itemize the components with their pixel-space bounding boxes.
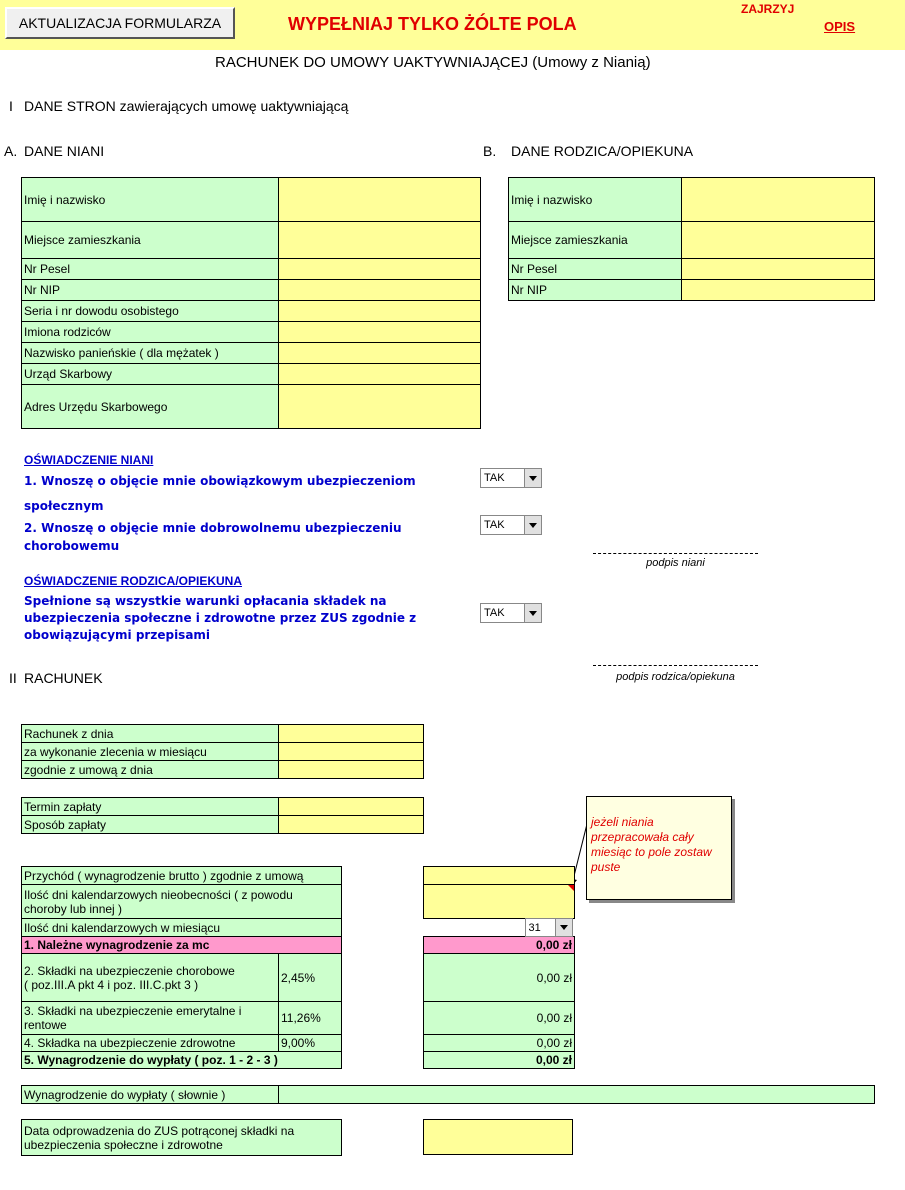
part-b-heading: DANE RODZICA/OPIEKUNA (511, 143, 694, 159)
nanny-input[interactable] (279, 343, 481, 364)
select-value: TAK (484, 607, 505, 619)
pension-rate: 11,26% (279, 1002, 342, 1035)
comment-marker-icon (568, 885, 574, 891)
zus-date-input[interactable] (423, 1119, 573, 1155)
nanny-input[interactable] (279, 301, 481, 322)
invoice-table (21, 724, 424, 779)
days-label: Ilość dni kalendarzowych w miesiącu (22, 919, 342, 937)
payment-label: Sposób zapłaty (22, 816, 279, 834)
look-label: ZAJRZYJ (741, 2, 795, 16)
parent-label: Imię i nazwisko (509, 178, 682, 222)
nanny-input[interactable] (279, 178, 481, 222)
gap-cell (342, 867, 424, 885)
gap-cell (342, 885, 424, 919)
nanny-label: Imiona rodziców (22, 322, 279, 343)
invoice-label: zgodnie z umową z dnia (22, 761, 279, 779)
nanny-declaration-item2-cont: chorobowemu (24, 539, 120, 553)
due-salary-value: 0,00 zł (424, 937, 575, 954)
nanny-label: Nr Pesel (22, 259, 279, 280)
income-input[interactable] (424, 867, 575, 885)
parent-conditions-select[interactable] (480, 603, 542, 623)
pension-contribution-value: 0,00 zł (424, 1002, 575, 1035)
zus-date-label (22, 1120, 342, 1156)
nanny-input[interactable] (279, 280, 481, 301)
chevron-down-icon[interactable] (555, 919, 572, 936)
gap-cell (342, 937, 424, 954)
section1-heading: DANE STRON zawierających umowę uaktywniającą (24, 98, 349, 114)
sickness-label-line2: ( poz.III.A pkt 4 i poz. III.C.pkt 3 ) (24, 977, 199, 992)
invoice-input[interactable] (279, 743, 424, 761)
payment-table (21, 797, 424, 834)
pension-label-line2: rentowe (24, 1018, 67, 1032)
income-label: Przychód ( wynagrodzenie brutto ) zgodnie z umową (22, 867, 342, 885)
nanny-declaration-heading: OŚWIADCZENIE NIANI (24, 453, 154, 467)
nanny-signature-line (593, 553, 758, 554)
chevron-down-icon[interactable] (524, 604, 541, 622)
net-salary-value: 0,00 zł (424, 1052, 575, 1069)
invoice-label: za wykonanie zlecenia w miesiącu (22, 743, 279, 761)
parent-declaration-line3: obowiązującymi przepisami (24, 628, 211, 642)
invoice-label: Rachunek z dnia (22, 725, 279, 743)
parent-input[interactable] (682, 259, 875, 280)
section2-heading: RACHUNEK (24, 670, 103, 686)
nanny-input[interactable] (279, 222, 481, 259)
parent-declaration-heading: OŚWIADCZENIE RODZICA/OPIEKUNA (24, 574, 243, 588)
gap-cell (342, 1052, 424, 1069)
absence-label-line1: Ilość dni kalendarzowych nieobecności ( z powodu (24, 887, 293, 902)
section2-number: II (9, 670, 17, 686)
nanny-declaration-item2: 2. Wnoszę o objęcie mnie dobrowolnemu ubezpieczeniu (24, 521, 402, 535)
hint-comment: jeżeli niania przepracowała cały miesiąc to pole zostaw puste (586, 796, 732, 900)
zus-date-table (21, 1119, 342, 1156)
calculation-table (21, 866, 575, 1069)
pension-label-line1: 3. Składki na ubezpieczenie emerytalne i (24, 1004, 242, 1018)
health-rate: 9,00% (279, 1035, 342, 1052)
parent-declaration-line1: Spełnione są wszystkie warunki opłacania składek na (24, 594, 387, 608)
fill-yellow-notice: WYPEŁNIAJ TYLKO ŻÓLTE POLA (288, 14, 577, 34)
select-value: 31 (528, 921, 541, 934)
document-title: RACHUNEK DO UMOWY UAKTYWNIAJĄCEJ (Umowy z Nianią) (215, 54, 651, 71)
nanny-declaration-item1-cont: społecznym (24, 499, 104, 513)
parent-input[interactable] (682, 178, 875, 222)
parent-label: Nr NIP (509, 280, 682, 301)
nanny-input[interactable] (279, 259, 481, 280)
sickness-label-line1: 2. Składki na ubezpieczenie chorobowe (24, 963, 235, 978)
due-salary-label: 1. Należne wynagrodzenie za mc (22, 937, 342, 954)
sickness-contribution-label (22, 954, 279, 1002)
part-a-letter: A. (4, 143, 18, 159)
nanny-input[interactable] (279, 385, 481, 429)
parent-input[interactable] (682, 222, 875, 259)
parent-input[interactable] (682, 280, 875, 301)
gap-cell (342, 1035, 424, 1052)
zus-date-label-line1: Data odprowadzenia do ZUS potrąconej składki na (24, 1123, 295, 1138)
parent-data-table (508, 177, 875, 301)
section1-number: I (9, 98, 13, 114)
pension-contribution-label (22, 1002, 279, 1035)
parent-signature-label: podpis rodzica/opiekuna (616, 671, 735, 683)
parent-signature-line (593, 665, 758, 666)
nanny-label: Seria i nr dowodu osobistego (22, 301, 279, 322)
payment-input[interactable] (279, 798, 424, 816)
amount-in-words-table (21, 1085, 875, 1104)
nanny-label: Miejsce zamieszkania (22, 222, 279, 259)
absence-input[interactable] (424, 885, 575, 919)
part-a-heading: DANE NIANI (24, 143, 105, 159)
nanny-voluntary-insurance-select[interactable] (480, 515, 542, 535)
description-link[interactable]: OPIS (824, 19, 856, 34)
sickness-contribution-value: 0,00 zł (424, 954, 575, 1002)
health-contribution-label: 4. Składka na ubezpieczenie zdrowotne (22, 1035, 279, 1052)
days-in-month-select[interactable] (525, 918, 573, 937)
nanny-declaration-item1: 1. Wnoszę o objęcie mnie obowiązkowym ubezpieczeniom (24, 474, 416, 488)
chevron-down-icon[interactable] (524, 516, 541, 534)
nanny-label: Nr NIP (22, 280, 279, 301)
nanny-label: Nazwisko panieńskie ( dla mężatek ) (22, 343, 279, 364)
nanny-label: Urząd Skarbowy (22, 364, 279, 385)
nanny-data-table (21, 177, 481, 429)
invoice-input[interactable] (279, 761, 424, 779)
days-cell (424, 919, 575, 937)
net-salary-label: 5. Wynagrodzenie do wypłaty ( poz. 1 - 2 - 3 ) (22, 1052, 342, 1069)
parent-declaration-line2: ubezpieczenia społeczne i zdrowotne przez ZUS zgodnie z (24, 611, 417, 625)
gap-cell (342, 954, 424, 1002)
amount-in-words-value (279, 1086, 875, 1104)
select-value: TAK (484, 519, 505, 531)
nanny-mandatory-insurance-select[interactable] (480, 468, 542, 488)
sickness-rate: 2,45% (279, 954, 342, 1002)
payment-label: Termin zapłaty (22, 798, 279, 816)
absence-label (22, 885, 342, 919)
nanny-input[interactable] (279, 364, 481, 385)
payment-input[interactable] (279, 816, 424, 834)
nanny-input[interactable] (279, 322, 481, 343)
invoice-input[interactable] (279, 725, 424, 743)
gap-cell (342, 1002, 424, 1035)
nanny-label: Adres Urzędu Skarbowego (22, 385, 279, 429)
nanny-label: Imię i nazwisko (22, 178, 279, 222)
amount-in-words-label: Wynagrodzenie do wypłaty ( słownie ) (22, 1086, 279, 1104)
chevron-down-icon[interactable] (524, 469, 541, 487)
health-contribution-value: 0,00 zł (424, 1035, 575, 1052)
update-form-button[interactable]: AKTUALIZACJA FORMULARZA (5, 7, 235, 39)
select-value: TAK (484, 472, 505, 484)
parent-label: Nr Pesel (509, 259, 682, 280)
parent-label: Miejsce zamieszkania (509, 222, 682, 259)
part-b-letter: B. (483, 143, 497, 159)
nanny-signature-label: podpis niani (646, 557, 705, 569)
gap-cell (342, 919, 424, 937)
absence-label-line2: choroby lub innej ) (24, 901, 123, 916)
zus-date-label-line2: ubezpieczenia społeczne i zdrowotne (24, 1137, 223, 1152)
